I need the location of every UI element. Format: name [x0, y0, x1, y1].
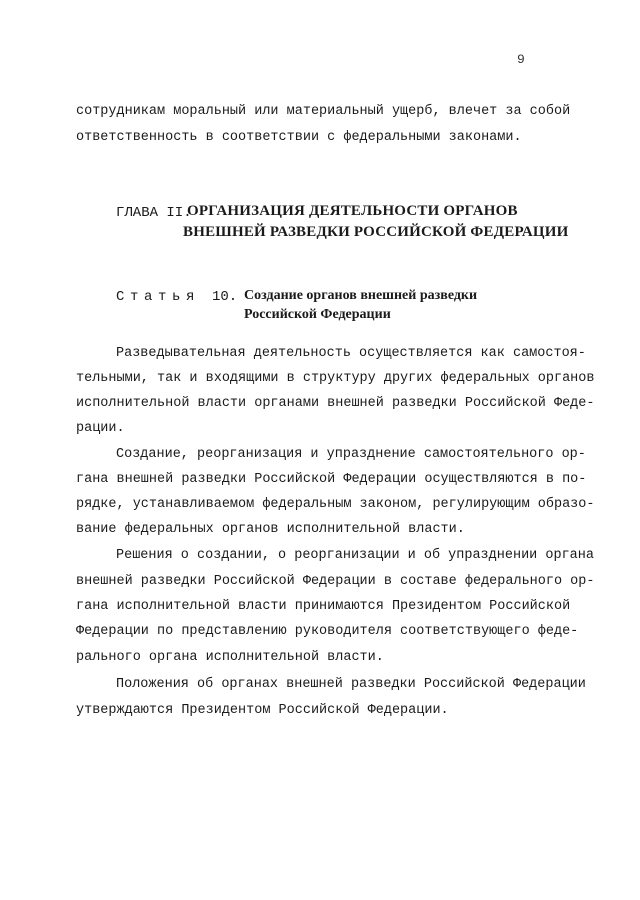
chapter-label: ГЛАВА II.	[116, 205, 192, 221]
paragraph-line: Разведывательная деятельность осуществляется как самостоя-	[116, 346, 586, 361]
intro-line: ответственность в соответствии с федеральными законами.	[76, 130, 522, 145]
article-title: Создание органов внешней разведки	[244, 288, 478, 303]
paragraph-line: Решения о создании, о реорганизации и об упразднении органа	[116, 548, 594, 563]
chapter-title: ОРГАНИЗАЦИЯ ДЕЯТЕЛЬНОСТИ ОРГАНОВ	[187, 203, 518, 219]
paragraph-line: рации.	[76, 421, 125, 436]
paragraph-line: утверждаются Президентом Российской Федерации.	[76, 703, 449, 718]
paragraph-line: рядке, устанавливаемом федеральным законом, регулирующим образо-	[76, 497, 595, 512]
paragraph-line: рального органа исполнительной власти.	[76, 650, 384, 665]
article-number: 10.	[212, 289, 238, 305]
paragraph-line: вание федеральных органов исполнительной власти.	[76, 522, 465, 537]
paragraph-line: исполнительной власти органами внешней разведки Российской Феде-	[76, 396, 595, 411]
intro-line: сотрудникам моральный или материальный ущерб, влечет за собой	[76, 104, 571, 119]
paragraph-line: Положения об органах внешней разведки Российской Федерации	[116, 677, 586, 692]
article-title: Российской Федерации	[244, 307, 391, 322]
paragraph-line: гана внешней разведки Российской Федерации осуществляются в по-	[76, 472, 587, 487]
page-number: 9	[517, 52, 525, 67]
paragraph-line: гана исполнительной власти принимаются Президентом Российской	[76, 599, 571, 614]
paragraph-line: внешней разведки Российской Федерации в составе федерального ор-	[76, 574, 595, 589]
article-label: Статья	[116, 289, 201, 305]
paragraph-line: Создание, реорганизация и упразднение самостоятельного ор-	[116, 447, 586, 462]
paragraph-line: тельными, так и входящими в структуру других федеральных органов	[76, 371, 595, 386]
chapter-title: ВНЕШНЕЙ РАЗВЕДКИ РОССИЙСКОЙ ФЕДЕРАЦИИ	[183, 224, 569, 240]
paragraph-line: Федерации по представлению руководителя соответствующего феде-	[76, 624, 579, 639]
